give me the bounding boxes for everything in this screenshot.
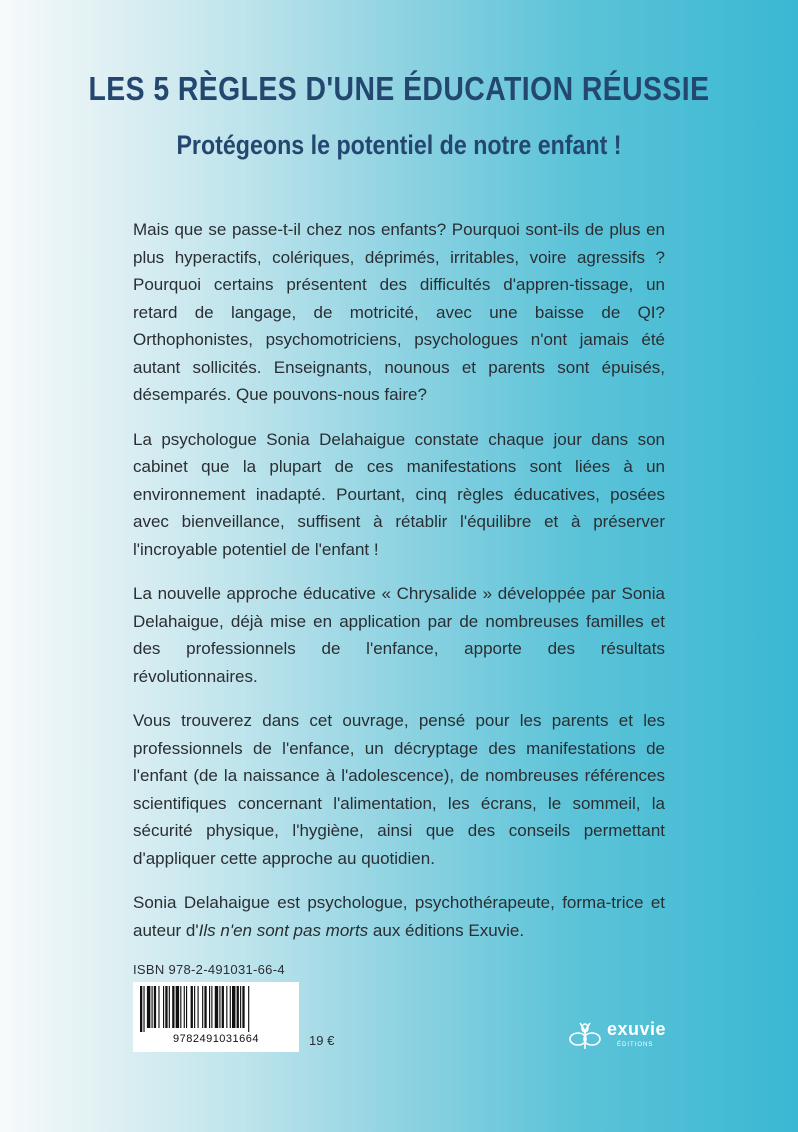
blurb-paragraph-4: Vous trouverez dans cet ouvrage, pensé pour les parents et les professionnels de l'enfance, un décryptage des manifestations de l'enfant (de la naissance à l'adolescence), de nombreuses références scientifiques concernant l'alimentation, les écrans, le sommeil, la sécurité physique, l'hygiène, ainsi que des conseils permettant d'appliquer cette approche au quotidien. — [133, 711, 665, 868]
publisher-name: exuvie — [607, 1019, 667, 1039]
barcode-bar — [169, 986, 170, 1028]
publisher-logo — [565, 1015, 675, 1060]
barcode-bars — [138, 986, 294, 1032]
barcode-bar — [248, 986, 249, 1032]
barcode-bar — [154, 986, 156, 1028]
publisher-tagline: ÉDITIONS — [617, 1042, 654, 1048]
barcode-bar — [230, 986, 231, 1028]
barcode-bar — [198, 986, 199, 1028]
barcode-bar — [165, 986, 167, 1028]
barcode — [133, 982, 299, 1052]
barcode-bar — [163, 986, 164, 1028]
barcode-bar — [184, 986, 185, 1028]
blurb-paragraph-1: Mais que se passe-t-il chez nos enfants? Pourquoi sont-ils de plus en plus hyperactifs, colériques, déprimés, irritables, voire agressifs ? Pourquoi certains présentent des difficultés d'appren-tissage, un retard de langage, de motricité, avec une baisse de QI? Orthophonistes, psychomotriciens, psychologues n'ont jamais été autant sollicités. Enseignants, nounous et parents sont épuisés, désemparés. Que pouvons-nous faire? — [133, 220, 665, 404]
isbn-label: ISBN 978-2-491031-66-4 — [133, 962, 285, 977]
barcode-bar — [172, 986, 174, 1028]
barcode-bar — [222, 986, 224, 1028]
blurb-paragraph-3: La nouvelle approche éducative « Chrysalide » développée par Sonia Delahaigue, déjà mise en application par de nombreuses familles et des professionnels de l'enfance, apporte des résultats révolutionnaires. — [133, 584, 665, 686]
barcode-bar — [186, 986, 187, 1028]
barcode-bar — [219, 986, 220, 1028]
barcode-bar — [232, 986, 235, 1028]
barcode-bar — [194, 986, 195, 1028]
barcode-bar — [143, 986, 144, 1032]
barcode-bar — [237, 986, 239, 1028]
barcode-bar — [211, 986, 212, 1028]
barcode-bar — [158, 986, 159, 1028]
barcode-bar — [180, 986, 181, 1028]
barcode-bar — [152, 986, 153, 1028]
barcode-number: 9782491031664 — [172, 1033, 260, 1045]
author-bio-text: Sonia Delahaigue est psychologue, psychothérapeute, forma-trice et auteur d' — [133, 893, 665, 940]
barcode-bar — [140, 986, 142, 1032]
barcode-bar — [242, 986, 244, 1028]
barcode-bar — [147, 986, 150, 1028]
barcode-bar — [226, 986, 227, 1028]
barcode-bar — [204, 986, 206, 1028]
blurb-paragraph-2: La psychologue Sonia Delahaigue constate chaque jour dans son cabinet que la plupart de ces manifestations sont liées à un environnement inadapté. Pourtant, cinq règles éducatives, posées avec bienveillance, suffisent à rétablir l'équilibre et à préserver l'incroyable potentiel de l'enfant ! — [133, 429, 665, 559]
barcode-bar — [176, 986, 179, 1028]
author-bio-publisher: aux éditions Exuvie. — [368, 920, 525, 940]
butterfly-icon — [565, 1015, 605, 1055]
other-book-title: Ils n'en sont pas morts — [198, 920, 369, 940]
barcode-bar — [215, 986, 218, 1028]
barcode-bar — [202, 986, 203, 1028]
book-subtitle: Protégeons le potentiel de notre enfant ! — [176, 130, 622, 160]
barcode-bar — [240, 986, 241, 1028]
price: 19 € — [309, 1033, 335, 1048]
book-title: LES 5 RÈGLES D'UNE ÉDUCATION RÉUSSIE — [88, 70, 710, 107]
barcode-bar — [191, 986, 193, 1028]
author-bio — [133, 889, 665, 944]
barcode-bar — [209, 986, 210, 1028]
blurb — [133, 216, 665, 961]
